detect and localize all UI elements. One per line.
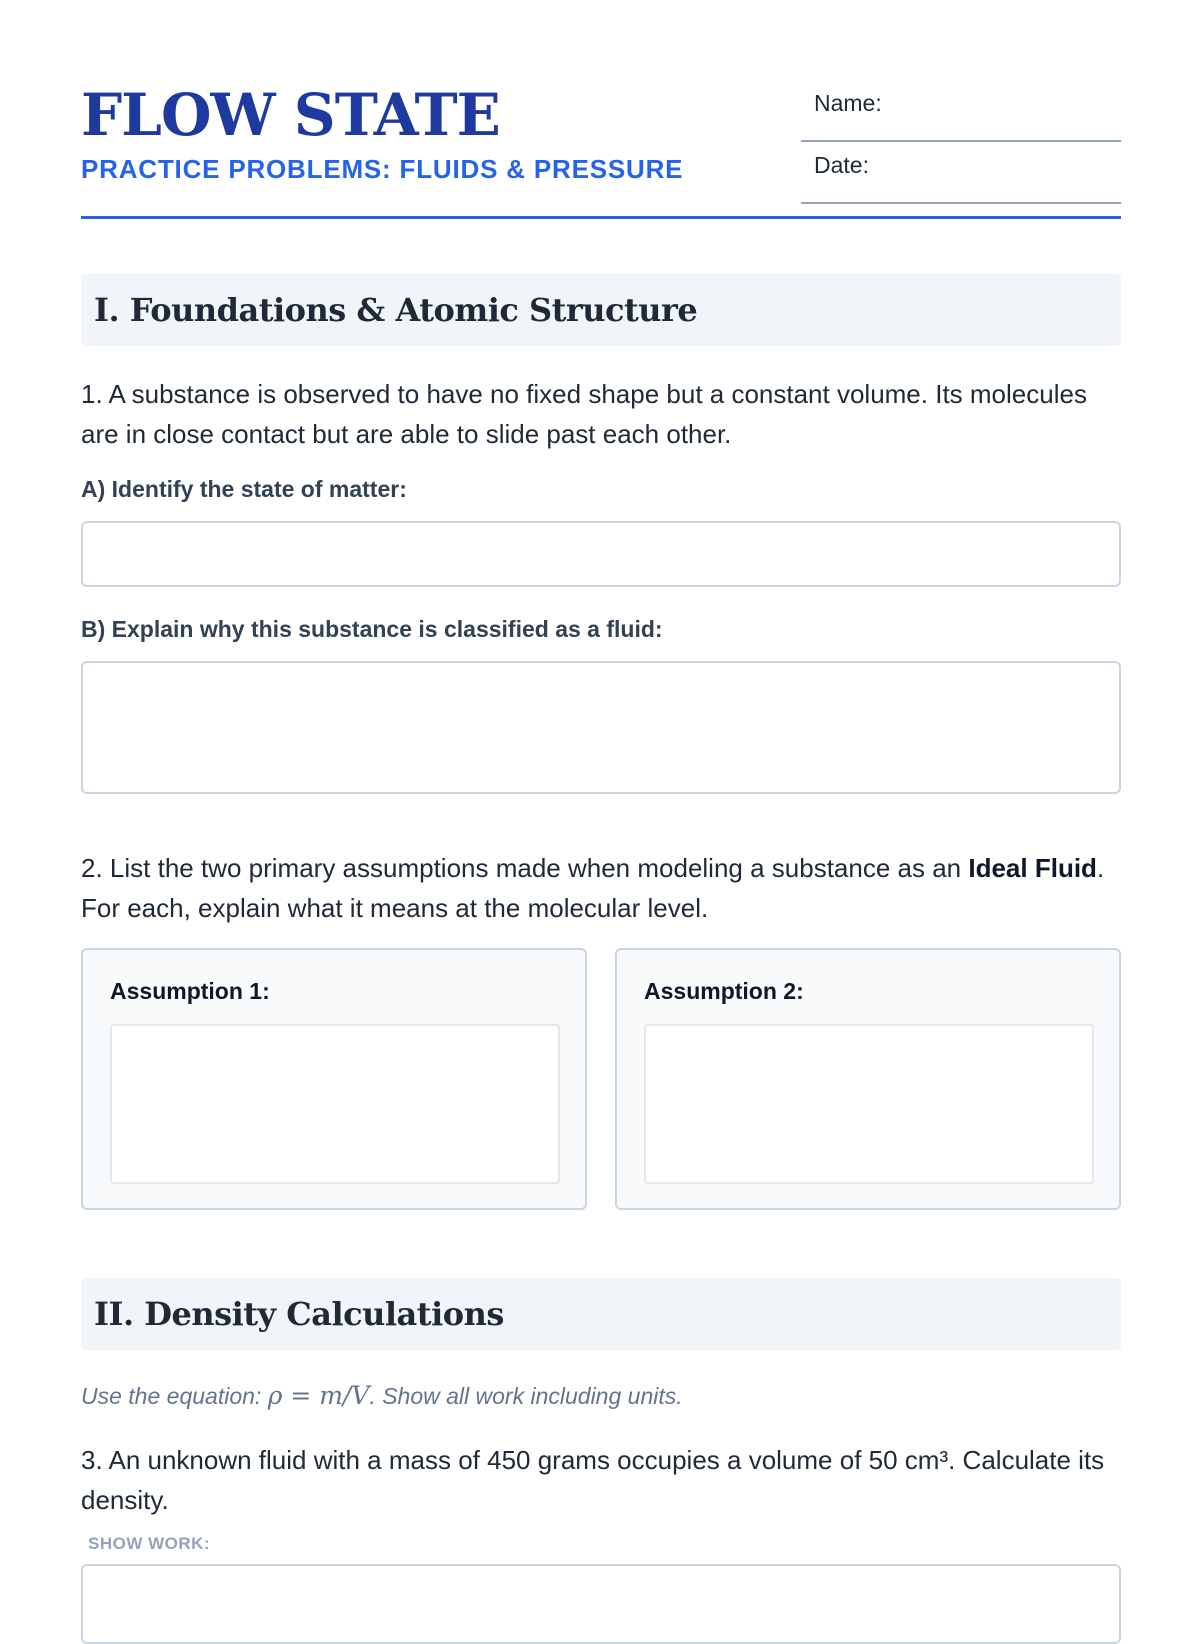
question-3-work-box[interactable]: [81, 1564, 1121, 1644]
date-field[interactable]: [801, 142, 1121, 204]
assumption-1-answer-box[interactable]: [110, 1024, 560, 1184]
hint-prefix: Use the equation:: [81, 1383, 268, 1409]
density-equation: ρ = m/V: [267, 1381, 370, 1410]
worksheet-title: FLOW STATE: [81, 81, 500, 149]
section-2-heading: [81, 1278, 1121, 1350]
question-1b-answer-box[interactable]: [81, 661, 1121, 794]
question-1a-label: A) Identify the state of matter:: [81, 476, 407, 502]
section-1-heading: [81, 274, 1121, 346]
question-2-text: [81, 848, 1121, 928]
density-equation-hint: [81, 1381, 683, 1410]
name-label: Name:: [814, 90, 882, 116]
worksheet-header: [81, 80, 1121, 220]
question-2-text-after: . For each, explain what it means at the molecular level.: [81, 853, 1105, 923]
question-2-term: Ideal Fluid: [968, 853, 1097, 883]
assumption-2-card: [615, 948, 1121, 1210]
assumption-2-label: Assumption 2:: [644, 978, 804, 1004]
show-work-label: SHOW WORK:: [88, 1534, 211, 1553]
question-1b-label: B) Explain why this substance is classified as a fluid:: [81, 616, 663, 642]
assumption-2-answer-box[interactable]: [644, 1024, 1094, 1184]
student-info-fields: [801, 80, 1121, 204]
section-2-title: II. Density Calculations: [94, 1295, 504, 1333]
assumption-1-card: [81, 948, 587, 1210]
assumption-1-label: Assumption 1:: [110, 978, 270, 1004]
question-2-text-before: 2. List the two primary assumptions made when modeling a substance as an: [81, 853, 969, 883]
worksheet-page: [81, 0, 1121, 1600]
question-3-text: 3. An unknown fluid with a mass of 450 grams occupies a volume of 50 cm³. Calculate its density.: [81, 1445, 1105, 1515]
question-1a-answer-box[interactable]: [81, 521, 1121, 587]
header-divider: [81, 216, 1121, 219]
date-label: Date:: [814, 152, 869, 178]
question-1-text: 1. A substance is observed to have no fixed shape but a constant volume. Its molecules are in close contact but are able to slide past each other.: [81, 379, 1087, 449]
worksheet-subtitle: PRACTICE PROBLEMS: FLUIDS & PRESSURE: [81, 154, 684, 184]
name-field[interactable]: [801, 80, 1121, 142]
hint-suffix: . Show all work including units.: [369, 1383, 683, 1409]
section-1-title: I. Foundations & Atomic Structure: [94, 291, 698, 329]
